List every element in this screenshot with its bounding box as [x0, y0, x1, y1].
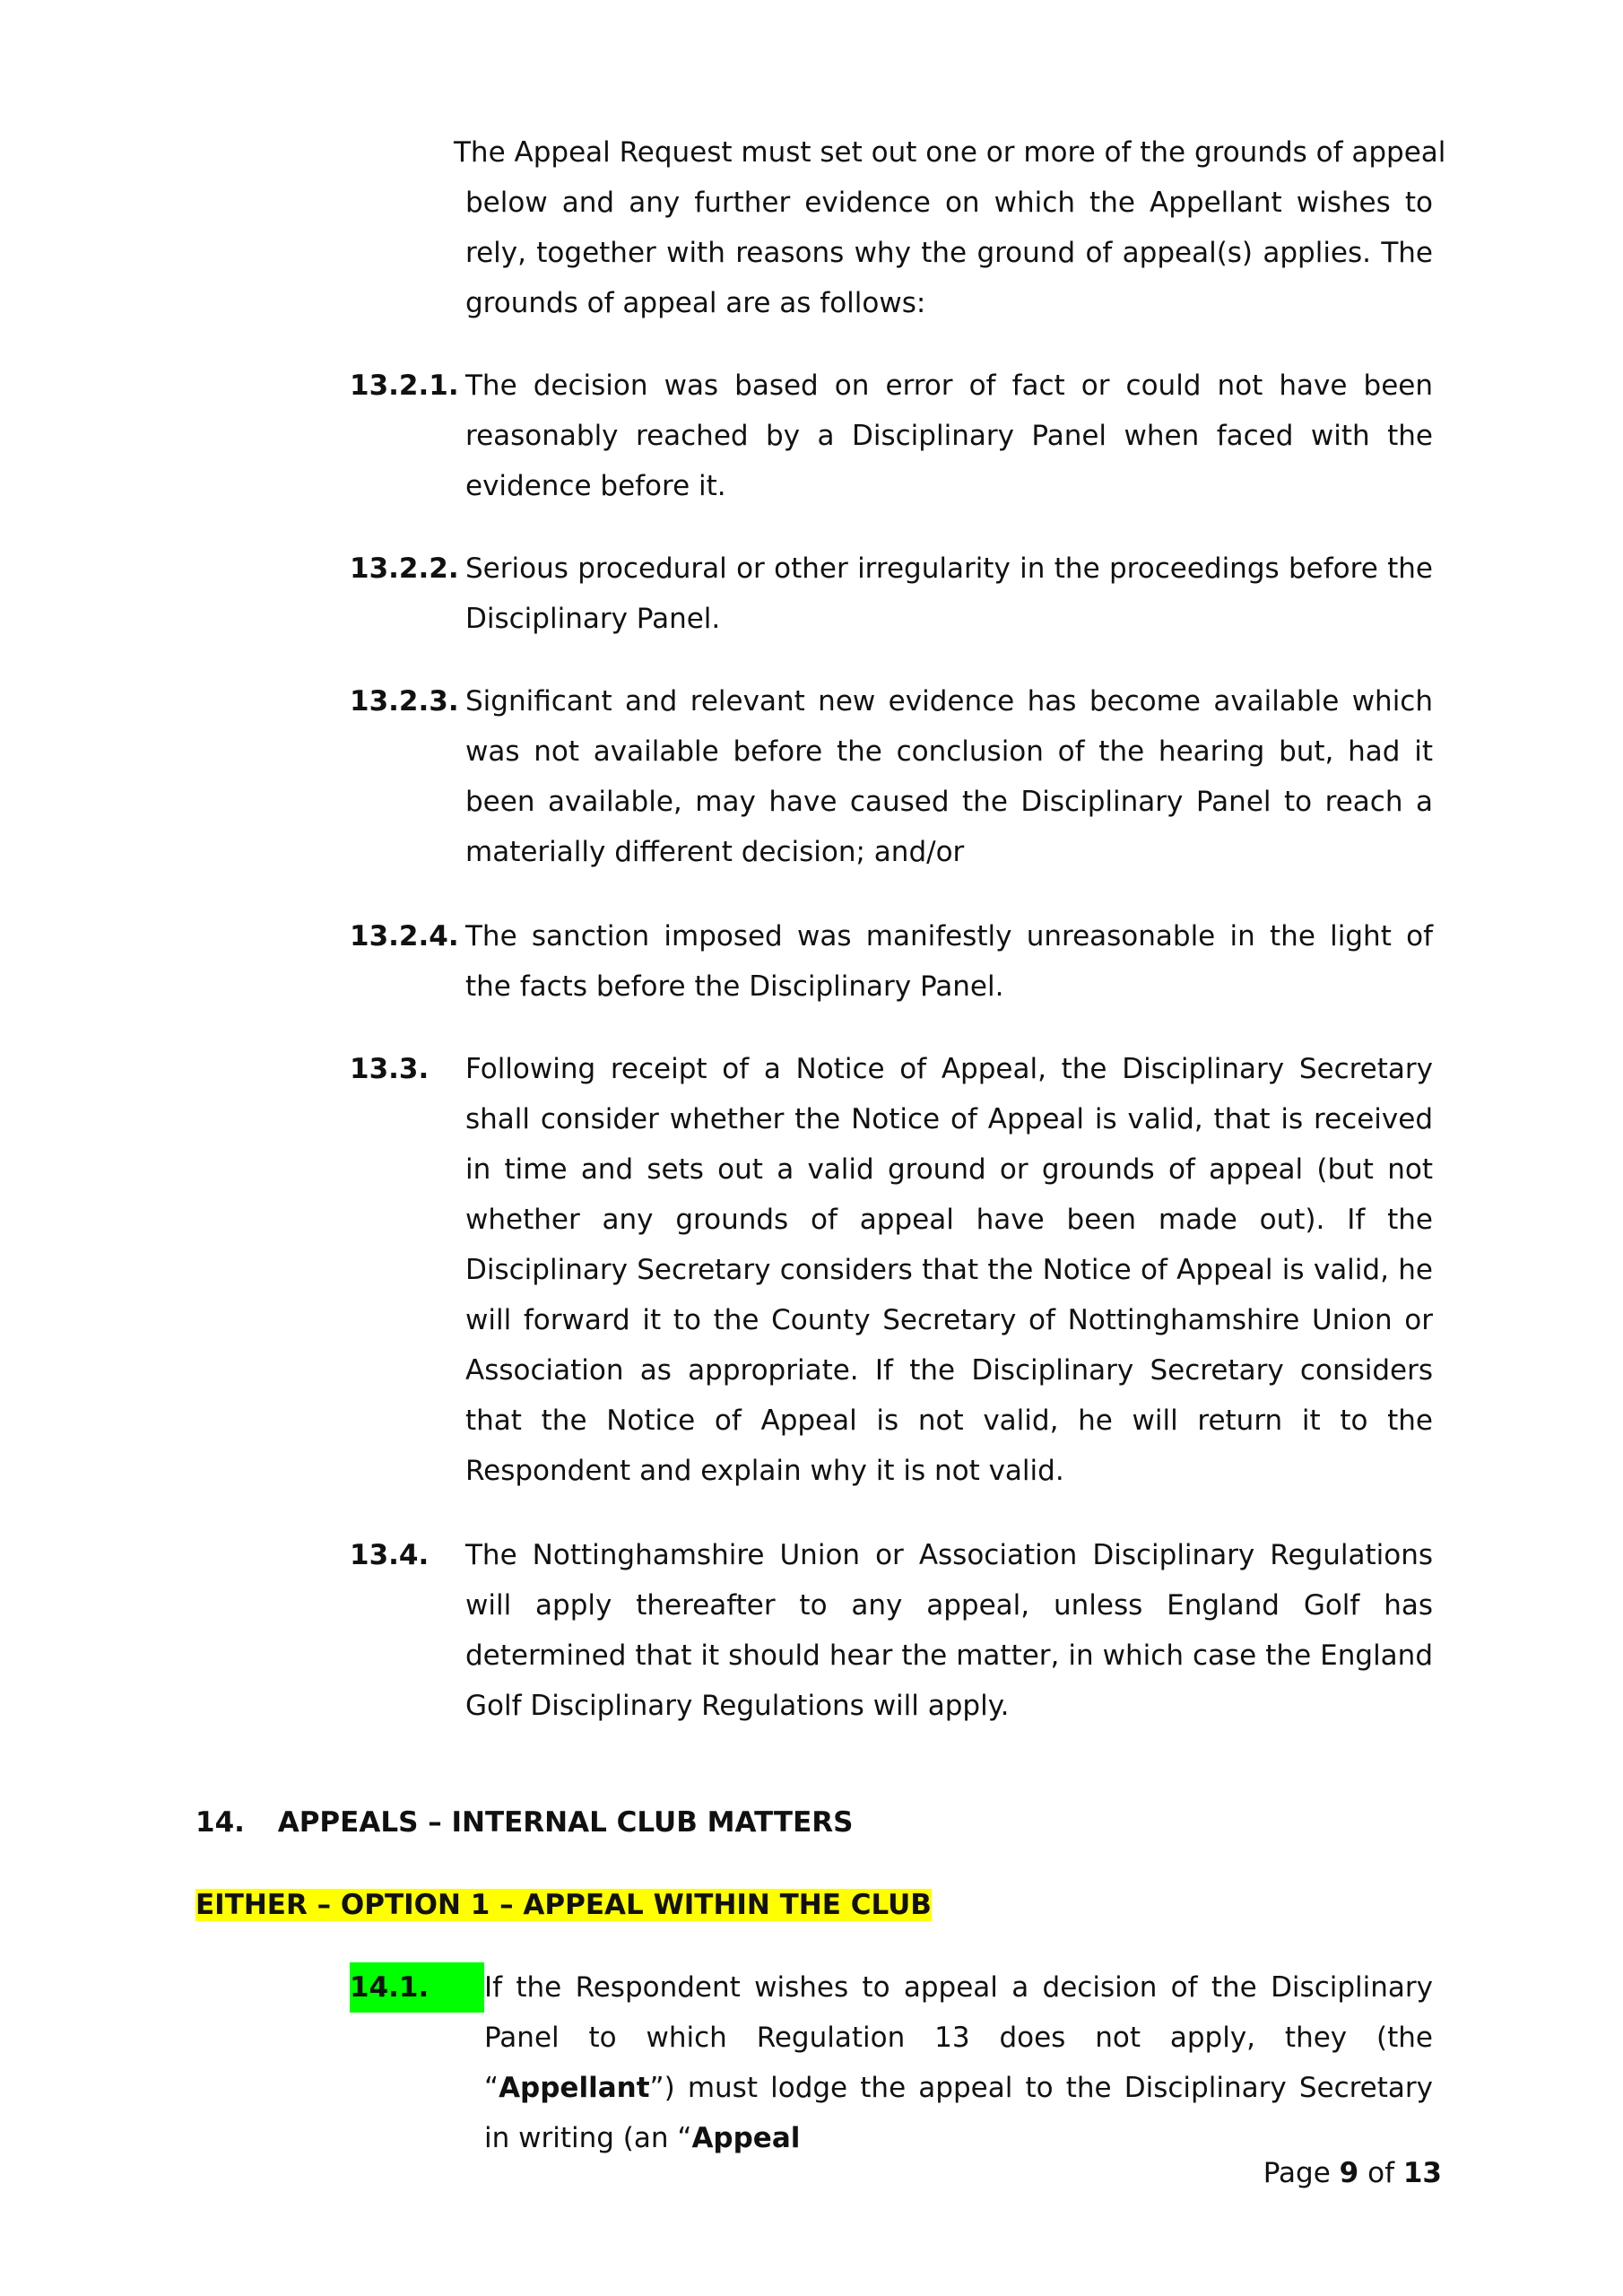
defined-term-appeal: Appeal — [691, 2122, 801, 2154]
clause-number: 13.3. — [350, 1053, 430, 1085]
clause-number: 13.2.4. — [350, 920, 459, 952]
clause-text — [484, 1962, 1433, 2163]
clause-text-part2: ”) must lodge the appeal to the Disciplinary Secretary in writing (an “ — [484, 2072, 1433, 2154]
clause-number: 14.1. — [350, 1962, 484, 2013]
clause-number: 13.2.1. — [350, 370, 459, 402]
clause-text: The Nottinghamshire Union or Association Disciplinary Regulations will apply thereafter to any appeal, unless England Golf has determined that it should hear the matter, in which case the England Golf Disciplinary Regulations will apply. — [465, 1539, 1433, 1722]
page-total: 13 — [1402, 2157, 1442, 2189]
page-label: Page — [1263, 2157, 1331, 2189]
clause-number: 13.2.3. — [350, 685, 459, 718]
clause-text: The decision was based on error of fact or could not have been reasonably reached by a Disciplinary Panel when faced with the evidence before it. — [465, 370, 1433, 502]
option-heading — [195, 1880, 932, 1930]
section-number: 14. — [195, 1806, 245, 1839]
page-footer — [1263, 2148, 1442, 2198]
clause-text: Significant and relevant new evidence has become available which was not available before the conclusion of the hearing but, had it been available, may have caused the Disciplinary Panel to reach a materially different decision; and/or — [465, 685, 1433, 868]
section-title: APPEALS – INTERNAL CLUB MATTERS — [277, 1806, 854, 1839]
page-of: of — [1367, 2157, 1394, 2189]
clause-number: 13.4. — [350, 1539, 430, 1571]
intro-paragraph: below and any further evidence on which the Appellant wishes to rely, together with reasons why the ground of appeal(s) applies. The grounds of appeal are as follows: — [465, 187, 1433, 319]
page-current: 9 — [1339, 2157, 1359, 2189]
defined-term-appellant: Appellant — [499, 2072, 650, 2104]
intro-first-line: The Appeal Request must set out one or more of the grounds of appeal — [454, 136, 1446, 169]
clause-text: Serious procedural or other irregularity in the proceedings before the Disciplinary Panel. — [465, 552, 1433, 635]
clause-text: Following receipt of a Notice of Appeal, the Disciplinary Secretary shall consider whether the Notice of Appeal is valid, that is received in time and sets out a valid ground or grounds of appeal (but not whether any grounds of appeal have been made out). If the Disciplinary Secretary considers that the Notice of Appeal is valid, he will forward it to the County Secretary of Nottinghamshire Union or Association as appropriate. If the Disciplinary Secretary considers that the Notice of Appeal is not valid, he will return it to the Respondent and explain why it is not valid. — [465, 1053, 1433, 1487]
option-title: EITHER – OPTION 1 – APPEAL WITHIN THE CLUB — [195, 1889, 932, 1921]
section-heading-14 — [195, 1797, 853, 1848]
clause-text-part1: If the Respondent wishes to appeal a decision of the Disciplinary Panel to which Regulation 13 does not apply, they (the “ — [484, 1971, 1433, 2104]
clause-text: The sanction imposed was manifestly unreasonable in the light of the facts before the Disciplinary Panel. — [465, 920, 1433, 1003]
clause-number: 13.2.2. — [350, 552, 459, 585]
